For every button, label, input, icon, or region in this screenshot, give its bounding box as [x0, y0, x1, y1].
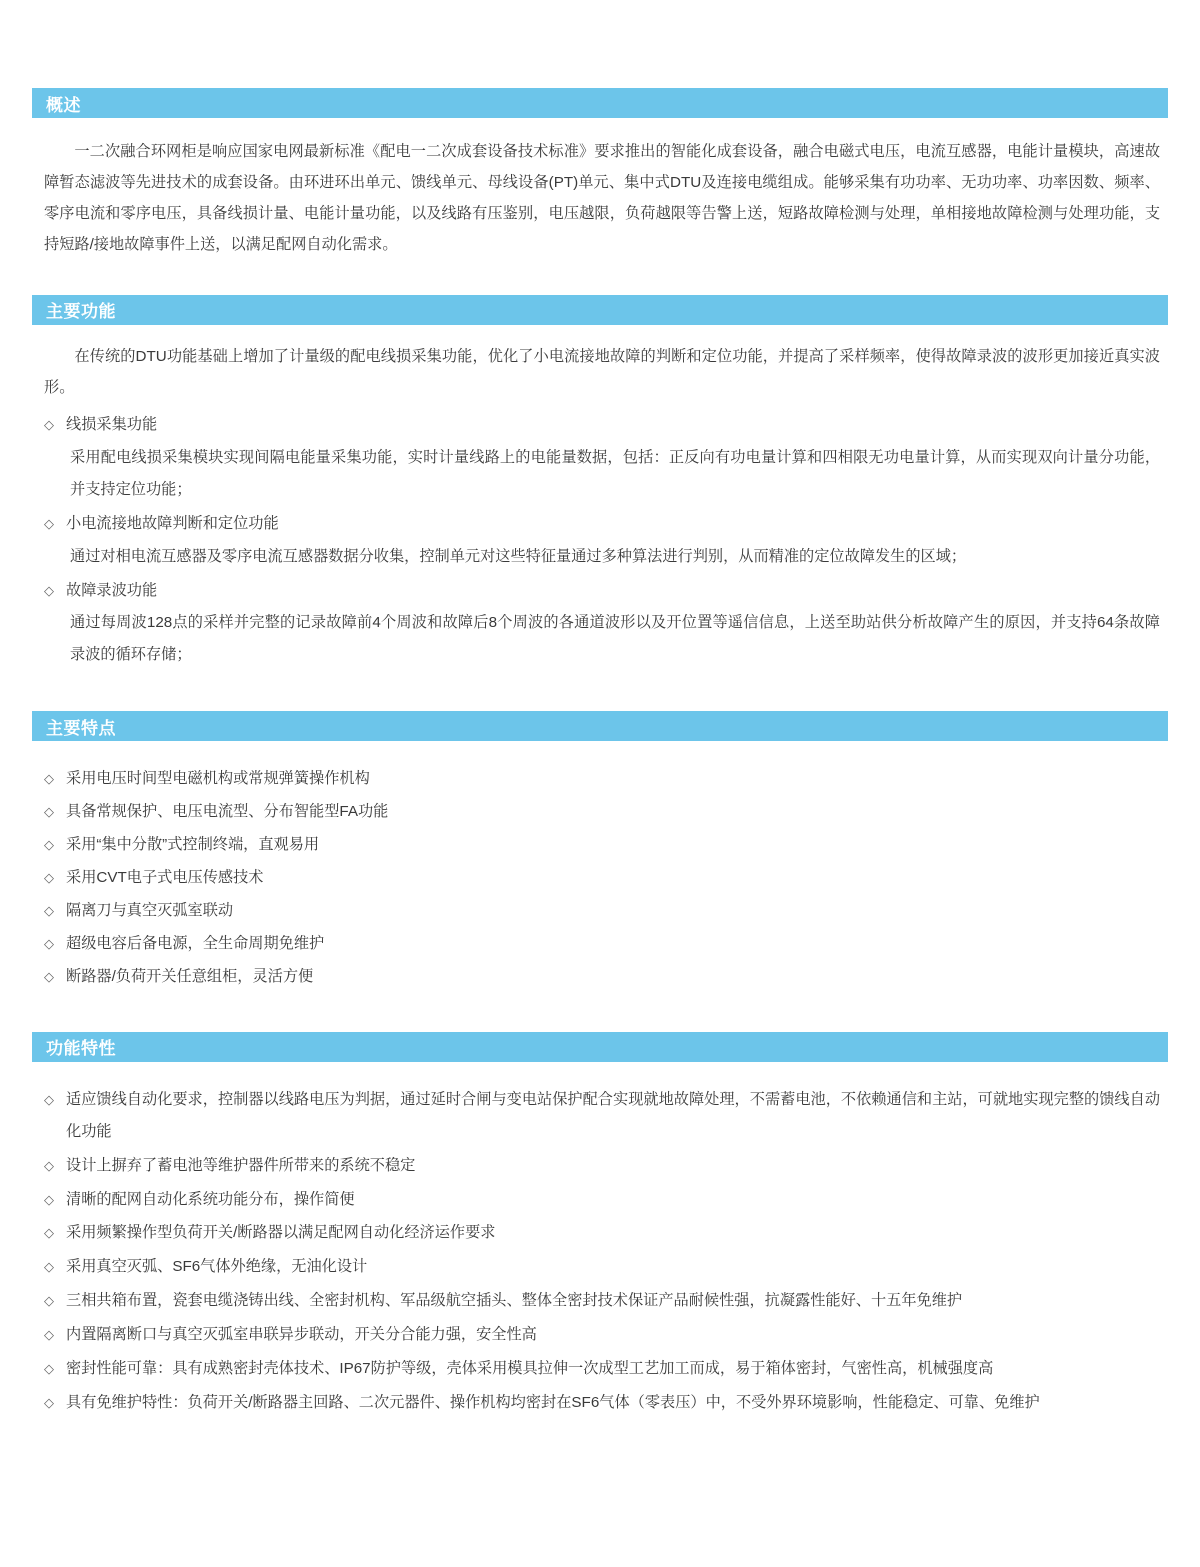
list-item: [44, 961, 1160, 993]
section-header-functional-characteristics: [32, 1032, 1168, 1062]
section-header-main-functions: [32, 295, 1168, 325]
list-item: [44, 796, 1160, 828]
list-item: [44, 1353, 1160, 1385]
section-body-overview: [32, 128, 1168, 277]
list-item-label: 隔离刀与真空灭弧室联动: [66, 902, 234, 919]
diamond-bullet-icon: ◇: [44, 515, 54, 531]
main-functions-intro: 在传统的DTU功能基础上增加了计量级的配电线损采集功能，优化了小电流接地故障的判断和定位功能，并提高了采样频率，使得故障录波的波形更加接近真实波形。: [44, 347, 1160, 396]
list-item: [44, 895, 1160, 927]
section-body-main-features: [32, 751, 1168, 1003]
diamond-bullet-icon: ◇: [44, 1091, 54, 1107]
section-title: 主要功能: [46, 302, 116, 322]
diamond-bullet-icon: ◇: [44, 1395, 54, 1411]
diamond-bullet-icon: ◇: [44, 1259, 54, 1275]
section-main-functions: [32, 295, 1168, 684]
diamond-bullet-icon: ◇: [44, 771, 54, 787]
list-item: [44, 862, 1160, 894]
overview-paragraph: 一二次融合环网柜是响应国家电网最新标准《配电一二次成套设备技术标准》要求推出的智能化成套设备，融合电磁式电压，电流互感器，电能计量模块，高速故障暂态滤波等先进技术的成套设备。由环进环出单元、馈线单元、母线设备(PT)单元、集中式DTU及连接电缆组成。能够采集有功功率、无功功率、功率因数、频率、零序电流和零序电压，具备线损计量、电能计量功能，以及线路有压鉴别，电压越限，负荷越限等告警上送，短路故障检测与处理，单相接地故障检测与处理功能，支持短路/接地故障事件上送，以满足配网自动化需求。: [44, 143, 1160, 254]
main-functions-detail: 通过对相电流互感器及零序电流互感器数据分收集，控制单元对这些特征量通过多种算法进行判别，从而精准的定位故障发生的区域；: [70, 547, 967, 565]
diamond-bullet-icon: ◇: [44, 935, 54, 951]
main-functions-detail: 采用配电线损采集模块实现间隔电能量采集功能，实时计量线路上的电能量数据，包括：正反向有功电量计算和四相限无功电量计算，从而实现双向计量分功能，并支持定位功能；: [70, 448, 1160, 498]
list-item-label: 采用电压时间型电磁机构或常规弹簧操作机构: [66, 770, 370, 788]
list-item-label: 清晰的配网自动化系统功能分布，操作简便: [66, 1190, 355, 1208]
list-item: [44, 1285, 1160, 1317]
list-item: [44, 508, 1160, 540]
section-body-functional-characteristics: [32, 1072, 1168, 1431]
list-item-label: 采用频繁操作型负荷开关/断路器以满足配网自动化经济运作要求: [66, 1224, 496, 1242]
diamond-bullet-icon: ◇: [44, 837, 54, 853]
list-item-label: 断路器/负荷开关任意组柜，灵活方便: [66, 967, 314, 985]
diamond-bullet-icon: ◇: [44, 903, 54, 918]
section-header-main-features: [32, 711, 1168, 741]
diamond-bullet-icon: ◇: [44, 870, 54, 886]
list-item-label: 设计上摒弃了蓄电池等维护器件所带来的系统不稳定: [66, 1156, 416, 1174]
main-functions-list: [44, 575, 1160, 607]
section-header-overview: [32, 88, 1168, 118]
main-functions-list: [44, 508, 1160, 540]
section-body-main-functions: [32, 335, 1168, 684]
list-item-label: 具有免维护特性：负荷开关/断路器主回路、二次元器件、操作机构均密封在SF6气体（零表压）中，不受外界环境影响，性能稳定、可靠、免维护: [66, 1394, 1040, 1412]
diamond-bullet-icon: ◇: [44, 416, 54, 432]
list-item-label: 内置隔离断口与真空灭弧室串联异步联动，开关分合能力强，安全性高: [66, 1326, 537, 1344]
section-functional-characteristics: [32, 1032, 1168, 1431]
section-main-features: [32, 711, 1168, 1003]
diamond-bullet-icon: ◇: [44, 968, 54, 984]
diamond-bullet-icon: ◇: [44, 582, 54, 598]
section-overview: [32, 88, 1168, 277]
list-item: [44, 829, 1160, 861]
section-title: 主要特点: [46, 718, 116, 738]
list-item: [44, 763, 1160, 795]
list-item-label: 采用“集中分散”式控制终端，直观易用: [66, 836, 320, 854]
diamond-bullet-icon: ◇: [44, 1293, 54, 1309]
main-functions-detail: 通过每周波128点的采样并完整的记录故障前4个周波和故障后8个周波的各通道波形以及开位置等遥信信息，上送至助站供分析故障产生的原因，并支持64条故障录波的循环存储；: [70, 614, 1160, 664]
list-item-label: 具备常规保护、电压电流型、分布智能型FA功能: [66, 803, 389, 821]
main-functions-list: [44, 409, 1160, 441]
section-title: 功能特性: [46, 1039, 116, 1059]
list-item: [44, 1217, 1160, 1249]
diamond-bullet-icon: ◇: [44, 1361, 54, 1377]
list-item-label: 采用真空灭弧、SF6气体外绝缘，无油化设计: [66, 1258, 368, 1276]
list-item-label: 小电流接地故障判断和定位功能: [66, 514, 279, 532]
list-item: [44, 1084, 1160, 1148]
list-item-label: 线损采集功能: [66, 415, 158, 433]
main-features-list: [44, 763, 1160, 992]
diamond-bullet-icon: ◇: [44, 1191, 54, 1207]
list-item-label: 密封性能可靠：具有成熟密封壳体技术、IP67防护等级，壳体采用模具拉伸一次成型工艺加工而成，易于箱体密封，气密性高，机械强度高: [66, 1360, 994, 1378]
section-title: 概述: [46, 95, 81, 115]
list-item: [44, 928, 1160, 960]
list-item: [44, 1319, 1160, 1351]
list-item: [44, 409, 1160, 441]
diamond-bullet-icon: ◇: [44, 1327, 54, 1343]
list-item-label: 三相共箱布置，瓷套电缆浇铸出线、全密封机构、军品级航空插头、整体全密封技术保证产品耐候性强，抗凝露性能好、十五年免维护: [66, 1292, 963, 1310]
list-item-label: 超级电容后备电源，全生命周期免维护: [66, 934, 325, 952]
list-item: [44, 1251, 1160, 1283]
list-item-label: 采用CVT电子式电压传感技术: [66, 869, 264, 887]
list-item: [44, 575, 1160, 607]
list-item: [44, 1387, 1160, 1419]
diamond-bullet-icon: ◇: [44, 1157, 54, 1173]
diamond-bullet-icon: ◇: [44, 1225, 54, 1241]
diamond-bullet-icon: ◇: [44, 804, 54, 820]
list-item-label: 故障录波功能: [66, 581, 158, 599]
functional-characteristics-list: [44, 1084, 1160, 1419]
list-item: [44, 1184, 1160, 1216]
list-item: [44, 1150, 1160, 1182]
list-item-label: 适应馈线自动化要求，控制器以线路电压为判据，通过延时合闸与变电站保护配合实现就地故障处理，不需蓄电池，不依赖通信和主站，可就地实现完整的馈线自动化功能: [66, 1090, 1160, 1140]
